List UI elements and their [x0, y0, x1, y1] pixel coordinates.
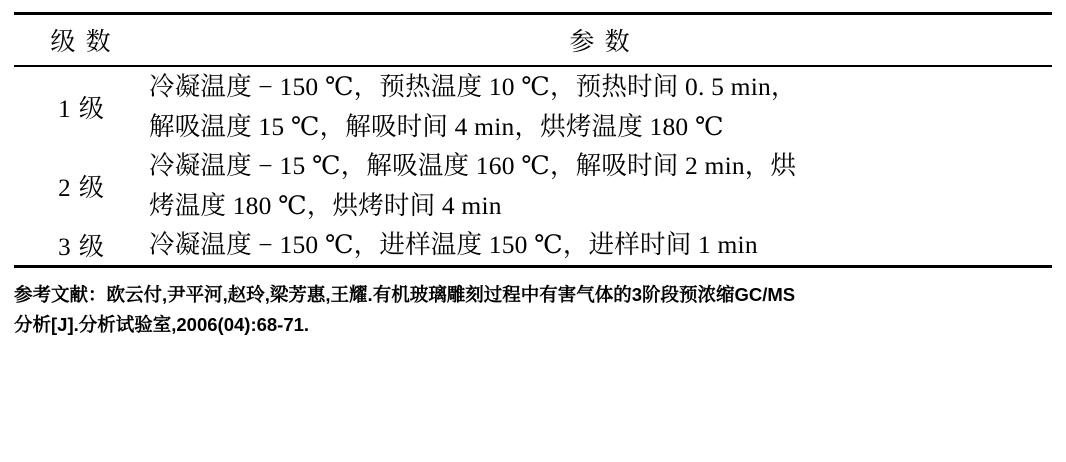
reference-line-2: 分析[J].分析试验室,2006(04):68-71.	[14, 314, 310, 336]
parameter-line: 解吸温度 15 ℃，解吸时间 4 min，烘烤温度 180 ℃	[149, 111, 724, 141]
parameter-table-body	[14, 67, 1052, 265]
parameter-table	[14, 15, 1052, 65]
table-row	[14, 146, 1052, 225]
level-cell: 1 级	[58, 95, 105, 123]
parameter-cell	[149, 225, 1052, 265]
reference-block	[14, 280, 1052, 341]
reference-line-1: 参考文献：欧云付,尹平河,赵玲,梁芳惠,王耀.有机玻璃雕刻过程中有害气体的3阶段预浓缩GC/MS	[14, 283, 796, 305]
document-page	[0, 12, 1066, 462]
parameter-line: 冷凝温度 − 150 ℃，进样温度 150 ℃，进样时间 1 min	[149, 230, 758, 260]
parameter-cell	[149, 67, 1052, 146]
parameter-cell	[149, 146, 1052, 225]
level-cell: 2 级	[58, 174, 105, 202]
level-cell: 3 级	[58, 233, 105, 261]
table-row	[14, 225, 1052, 265]
table-header-row	[14, 15, 1052, 65]
table-bottom-rule	[14, 265, 1052, 268]
parameter-line: 烤温度 180 ℃，烘烤时间 4 min	[149, 190, 502, 220]
parameter-line: 冷凝温度 − 150 ℃，预热温度 10 ℃，预热时间 0. 5 min，	[149, 72, 797, 101]
column-header-level: 级 数	[50, 29, 113, 56]
column-header-parameters: 参 数	[569, 29, 632, 56]
table-row	[14, 67, 1052, 146]
parameter-line: 冷凝温度 − 15 ℃，解吸温度 160 ℃，解吸时间 2 min，烘	[149, 151, 797, 181]
